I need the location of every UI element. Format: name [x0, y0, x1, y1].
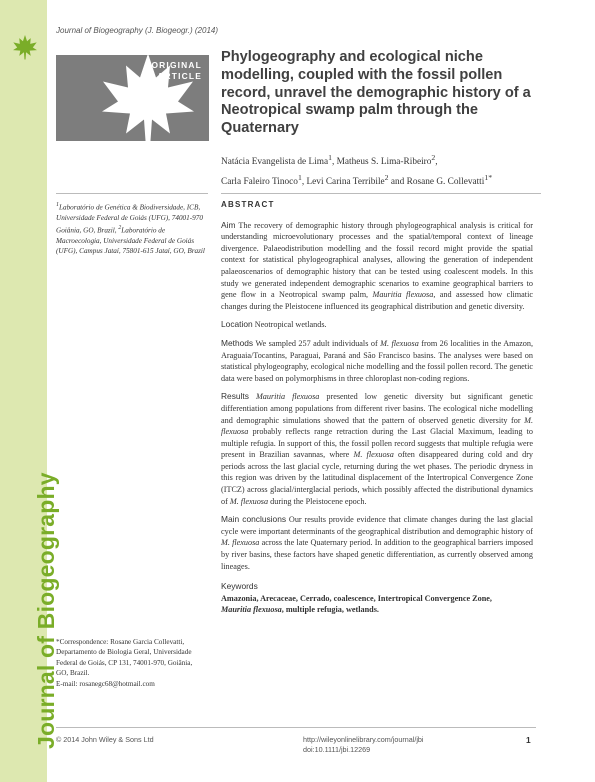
- affiliation-sup: 1: [56, 202, 59, 208]
- author-line-2: [221, 170, 541, 190]
- journal-sidebar: [0, 0, 59, 782]
- author-affil-sup: 1: [328, 153, 332, 162]
- species-name: M. flexuosa: [229, 496, 269, 506]
- abstract: [221, 199, 533, 616]
- author-separator: ,: [435, 157, 438, 168]
- article-type-line1: ORIGINAL: [151, 60, 202, 70]
- results-text-2: probably reflects range retraction during the Last Glacial Maximum, leading to multiple refugia. In support of this, the fossil pollen record suggests that multiple refugia were present in Brazilian savannas, where: [221, 427, 533, 460]
- author-name: Levi Carina Terribile: [306, 177, 385, 188]
- methods-text: We sampled 257 adult individuals of: [255, 338, 378, 348]
- correspondence-line: GO, Brazil.: [56, 669, 90, 678]
- divider-right: [221, 193, 541, 194]
- aim-label: Aim: [221, 219, 236, 230]
- species-name: M. flexuosa: [353, 450, 394, 460]
- doi[interactable]: doi:10.1111/jbi.12269: [303, 745, 371, 755]
- results-text-3: often disappeared during cold and dry periods across the last glacial cycle, returning during the wet phases. The periodic dryness in this region was driven by the latitudinal displacement of the Intertropical Convergence Zone (ITCZ) across glacial/interglacial periods, which possibly affected the distributional dynamics of: [221, 450, 534, 506]
- affiliation-1: Laboratório de Genética & Biodiversidade, ICB, Universidade Federal de Goiás (UFG), 74001-970 Goiânia, GO, Brazil,: [56, 203, 203, 235]
- journal-url[interactable]: http://wileyonlinelibrary.com/journal/jbi: [303, 735, 424, 744]
- location-text: Neotropical wetlands.: [254, 320, 327, 330]
- footer-divider: [56, 727, 536, 728]
- location-label: Location: [221, 319, 253, 330]
- author-affil-sup: 2: [384, 173, 389, 183]
- species-name: M. flexuosa: [221, 538, 260, 548]
- keywords-text: Amazonia, Arecaceae, Cerrado, coalescence, Intertropical Convergence Zone,: [221, 593, 492, 603]
- copyright: © 2014 John Wiley & Sons Ltd: [56, 735, 154, 744]
- author-list: [221, 150, 541, 190]
- species-name: Mauritia flexuosa: [372, 290, 434, 300]
- correspondence-line: Departamento de Biologia Geral, Universidade: [56, 648, 192, 657]
- page-number: 1: [526, 735, 531, 745]
- author-separator: ,: [332, 157, 337, 168]
- abstract-conclusions: [221, 514, 533, 572]
- correspondence-line: Federal de Goiás, CP 131, 74001-970, Goiânia,: [56, 658, 193, 667]
- author-name: Rosane G. Collevatti: [406, 177, 485, 188]
- author-separator: and: [388, 177, 407, 188]
- correspondence: [56, 637, 208, 689]
- article-title: Phylogeography and ecological niche modelling, coupled with the fossil pollen record, unravel the demographic history of a Neotropical swamp palm through the Quaternary: [221, 49, 531, 137]
- methods-label: Methods: [221, 337, 254, 348]
- abstract-location: [221, 319, 533, 331]
- article-type-label: [151, 60, 202, 82]
- species-name: M. flexuosa: [380, 338, 419, 348]
- conclusions-text-2: across the late Quaternary period. In addition to the geographical barriers imposed by river basins, these factors have shaped genetic differentiation, as currently observed among lineages.: [221, 538, 534, 571]
- correspondence-email[interactable]: E-mail: rosanegc68@hotmail.com: [56, 679, 155, 688]
- maple-leaf-icon: [12, 34, 38, 60]
- abstract-methods: [221, 338, 533, 384]
- results-label: Results: [221, 391, 249, 402]
- aim-text-2: , and assessed how climatic changes during the Pleistocene influenced its geographical distribution and genetic diversity.: [221, 290, 533, 311]
- keywords-heading: Keywords: [221, 581, 258, 592]
- author-separator: ,: [301, 177, 307, 188]
- results-text: presented low genetic diversity but significant genetic differentiation among populations from different river basins. The ecological niche modelling and demographic simulations showed that the pattern of observed genetic diversity for: [221, 392, 534, 425]
- abstract-aim: [221, 220, 533, 313]
- methods-text-2: from 26 localities in the Amazon, Araguaia/Tocantins, Paraguai, Paraná and São Francisco basins. The analyses were based on statistical phylogeography, ecological niche modelling and the fossil pollen record. The genetic data were based on polymorphisms in three chloroplast non-coding regions.: [221, 338, 534, 383]
- species-name: Mauritia flexuosa: [255, 392, 320, 402]
- abstract-heading: ABSTRACT: [221, 200, 275, 209]
- affiliation-2: Laboratório de Macroecologia, Universidade Federal de Goiás (UFG), Campus Jataí, 75801-615 Jataí, GO, Brazil: [56, 226, 205, 256]
- author-affil-sup: 1: [297, 173, 302, 183]
- divider-left: [56, 193, 208, 194]
- article-type-badge: [56, 55, 209, 141]
- affiliations: [56, 200, 208, 257]
- abstract-results: [221, 391, 533, 507]
- results-text-4: during the Pleistocene epoch.: [270, 496, 367, 506]
- author-name: Carla Faleiro Tinoco: [221, 177, 298, 188]
- journal-citation: Journal of Biogeography (J. Biogeogr.) (2014): [56, 26, 219, 35]
- correspondence-line: *Correspondence: Rosane Garcia Collevatti,: [56, 638, 185, 646]
- species-name: M. flexuosa: [221, 415, 533, 437]
- keywords-text-2: , multiple refugia, wetlands.: [281, 605, 379, 615]
- author-name: Natácia Evangelista de Lima: [221, 157, 329, 168]
- conclusions-label: Main conclusions: [221, 514, 287, 525]
- article-type-line2: ARTICLE: [157, 71, 202, 81]
- author-affil-sup: 1*: [484, 173, 493, 183]
- journal-name-vertical: Journal of Biogeography: [33, 472, 59, 749]
- aim-text: The recovery of demographic history through phylogeographical analysis is critical for understanding microevolutionary processes and the spatial/temporal context of lineage divergence. Palaeodistribution modelling and the fossil record might provide the spatial context for statistical phylogeographical analyses, allowing the generation of independent palaeoscenarios of demographic history that can be tested using coalescent models. In this study we generated independent demographic scenarios to examine geographical barriers to gene flow in a Neotropical swamp palm,: [221, 220, 533, 300]
- keywords: [221, 593, 533, 616]
- author-affil-sup: 2: [431, 153, 436, 162]
- footer-links: [303, 735, 424, 756]
- author-name: Matheus S. Lima-Ribeiro: [336, 157, 432, 168]
- species-name: Mauritia flexuosa: [221, 605, 282, 615]
- author-line-1: [221, 150, 541, 170]
- affiliation-sup: 2: [118, 225, 122, 232]
- conclusions-text: Our results provide evidence that climate changes during the last glacial cycle were important determinants of the geographical distribution and demographic history of: [221, 515, 533, 536]
